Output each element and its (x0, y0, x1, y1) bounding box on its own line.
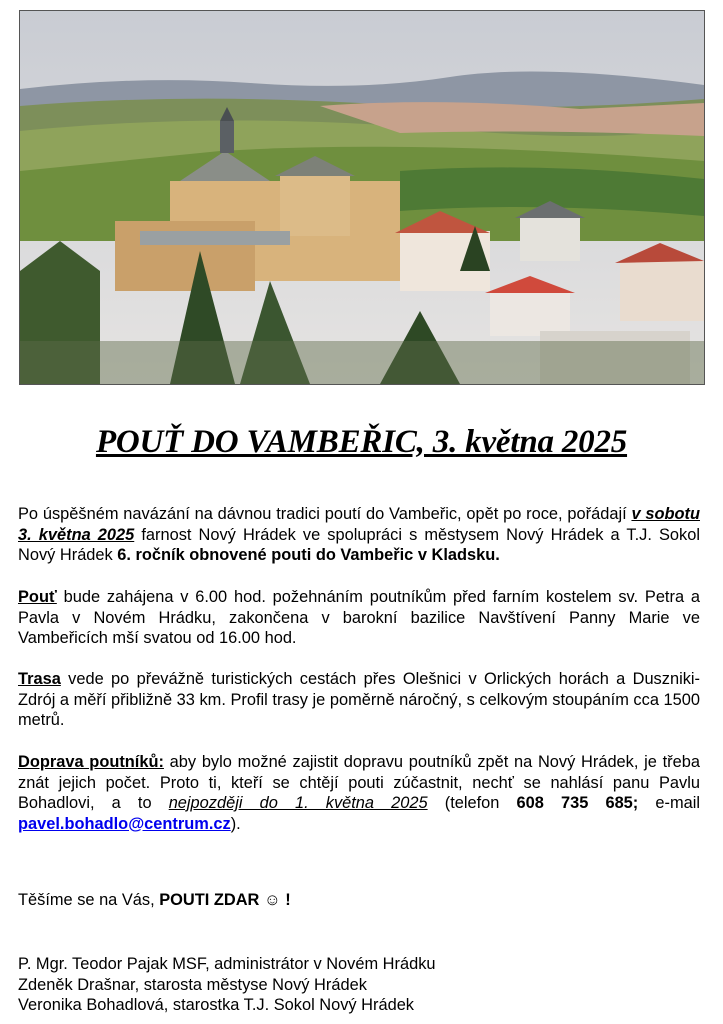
route-paragraph (18, 669, 700, 731)
transport-text-4: ). (230, 814, 241, 833)
closing-slogan: POUTI ZDAR (159, 891, 260, 909)
smiley-icon: ☺ (263, 891, 281, 909)
email-link[interactable]: pavel.bohadlo@centrum.cz (18, 814, 231, 833)
intro-text-2: farnost Nový Hrádek ve spolupráci s městysem Nový Hrádek a T.J. Sokol Nový Hrádek (18, 525, 700, 564)
pilgrimage-text: bude zahájena v 6.00 hod. požehnáním poutníkům před farním kostelem sv. Petra a Pavla v Novém Hrádku, zakončena v barokní bazilice Navštívení Panny Marie ve Vambeřicích mší svatou od 16.00 hod. (18, 588, 700, 647)
intro-paragraph (18, 504, 700, 566)
intro-text: Po úspěšném navázání na dávnou tradici poutí do Vambeřic, opět po roce, pořádají (18, 505, 632, 523)
closing-exclamation: ! (280, 891, 291, 909)
pilgrimage-heading: Pouť (18, 588, 57, 606)
signature-sokol-chair: Veronika Bohadlová, starostka T.J. Sokol Nový Hrádek (18, 996, 415, 1014)
transport-heading: Doprava poutníků: (18, 753, 164, 771)
signatures (18, 954, 436, 1016)
signature-administrator: P. Mgr. Teodor Pajak MSF, administrátor v Novém Hrádku (18, 955, 436, 973)
transport-text-3: e-mail (638, 794, 701, 812)
closing-text: Těšíme se na Vás, (18, 891, 160, 909)
registration-deadline: nejpozději do 1. května 2025 (168, 794, 428, 812)
route-text: vede po převážně turistických cestách přes Olešnici v Orlických horách a Duszniki-Zdrój a měří přibližně 33 km. Profil trasy je poměrně náročný, s celkovým stoupáním cca 1500 metrů. (18, 670, 700, 729)
closing-line (18, 890, 700, 911)
phone-number: 608 735 685; (516, 794, 639, 812)
pilgrimage-paragraph (18, 587, 700, 649)
route-heading: Trasa (18, 670, 61, 688)
page-title: POUŤ DO VAMBEŘIC, 3. května 2025 (95, 424, 628, 460)
transport-paragraph (18, 752, 700, 834)
signature-mayor: Zdeněk Drašnar, starosta městyse Nový Hrádek (18, 975, 367, 994)
transport-text-2: (telefon (427, 794, 517, 812)
transport-text: aby bylo možné zajistit dopravu poutníků zpět na Nový Hrádek, je třeba znát jejich počet. Proto ti, kteří se chtějí pouti zúčastnit, nechť se nahlásí panu Pavlu Bohadlovi, a to (18, 753, 700, 812)
town-landscape-photo (19, 10, 705, 385)
event-edition: 6. ročník obnovené pouti do Vambeřic v Kladsku. (117, 546, 500, 564)
event-date: v sobotu 3. května 2025 (18, 505, 700, 544)
